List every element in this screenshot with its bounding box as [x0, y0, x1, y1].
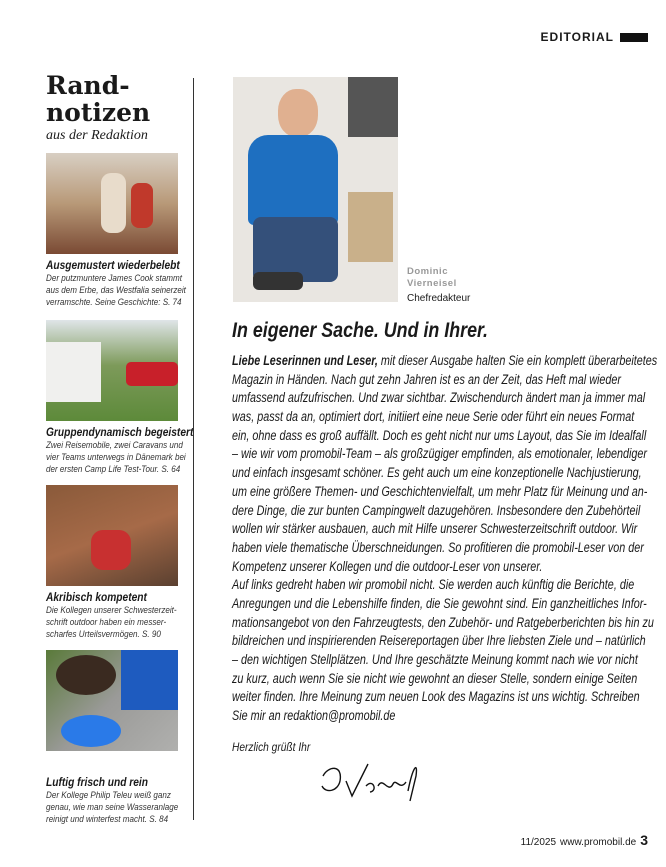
caption-text: scharfes Urteilsvermögen. S. 90: [46, 629, 161, 640]
caption-text: Die Kollegen unserer Schwesterzeit-: [46, 605, 177, 616]
sidebar-title-line: notizen: [46, 98, 151, 127]
body-line: [232, 464, 648, 483]
author-role: Chefredakteur: [407, 293, 471, 304]
body-line: [232, 632, 648, 651]
author-photo: [233, 77, 398, 302]
website: www.promobil.de: [560, 837, 637, 848]
caption-4: [46, 775, 186, 825]
caption-text: vier Teams unterwegs in Dänemark bei: [46, 452, 186, 463]
caption-title: Gruppendynamisch begeistert: [46, 425, 194, 439]
caption-text: Zwei Reisemobile, zwei Caravans und: [46, 440, 183, 451]
body-text: bildreichen und inspirierenden Reisereportagen über Ihre liebsten Ziele und – natürlich: [232, 633, 646, 649]
body-line: [232, 389, 648, 408]
body-text: – den wichtigen Stellplätzen. Und Ihre geschätzte Meinung kommt nach wie vor nicht: [232, 652, 638, 667]
caption-text: aus dem Erbe, das Westfalia seinerzeit: [46, 285, 186, 296]
author-first-name: Dominic: [407, 266, 448, 277]
body-text: mit dieser Ausgabe halten Sie ein komplett überarbeitetes: [377, 353, 658, 368]
caption-title: Ausgemustert wiederbelebt: [46, 258, 180, 272]
body-text: Kompetenz unserer Kollegen und die outdoor-Leser von unserer.: [232, 558, 543, 574]
body-text: haben viele thematische Überschneidungen. So profitieren die promobil-Leser von der: [232, 539, 644, 555]
body-text: zu kurz, auch wenn Sie sie nicht wie gewohnt an dieser Stelle, sondern einige Seiten: [232, 670, 638, 686]
caption-text: reinigt und winterfest macht. S. 84: [46, 814, 169, 825]
body-text: dere Dinge, die zur bunten Campingwelt dazugehören. Insbesondere den Zubehörteil: [232, 502, 641, 518]
thumb-outdoor-team: [46, 485, 178, 586]
body-text: umfassend aufzufrischen. Und zwar sichtbar. Zwischendurch ändert man ja immer mal: [232, 390, 646, 406]
salutation: Liebe Leserinnen und Leser,: [232, 353, 378, 368]
body-line: [232, 558, 648, 577]
caption-text: schrift outdoor haben ein messer-: [46, 617, 167, 628]
sidebar-title: [46, 72, 150, 126]
body-text: Magazin in Händen. Nach gut zehn Jahren ist es an der Zeit, das Heft mal wieder: [232, 371, 622, 387]
thumb-camp-group: [46, 320, 178, 421]
body-text: Auf links gedreht haben wir promobil nicht. Sie werden auch künftig die Berichte, die: [232, 577, 635, 593]
caption-title: Akribisch kompetent: [46, 590, 147, 604]
author-last-name: Vierneisel: [407, 278, 457, 289]
sidebar-title-line: Rand-: [46, 71, 130, 100]
caption-text: Der Kollege Philip Teleu weiß ganz: [46, 790, 171, 801]
body-text: mationsangebot von den Fahrzeugtests, den Zubehör- und Ratgeberberichten bis hin zu: [232, 614, 654, 630]
body-text: um eine größere Themen- und Geschichtenvielfalt, um mehr Platz für Meinung und an-: [232, 483, 648, 499]
body-line: [232, 595, 648, 614]
body-text: weiter finden. Ihre Meinung zum neuen Look des Magazins ist uns wichtig. Schreiben: [232, 689, 640, 705]
caption-text: der ersten Camp Life Test-Tour. S. 64: [46, 464, 181, 475]
body-line: [232, 614, 654, 633]
body-line: [232, 688, 648, 707]
body-line: [232, 707, 648, 726]
body-text: Sie mir an redaktion@promobil.de: [232, 708, 396, 724]
sidebar-subtitle: aus der Redaktion: [46, 128, 148, 143]
caption-1: [46, 258, 186, 308]
body-line: [232, 483, 648, 502]
signoff: Herzlich grüßt Ihr: [232, 740, 311, 754]
body-text: – wie wir vom promobil-Team – als großzügiger empfinden, als emotionaler, lebendiger: [232, 446, 648, 462]
caption-3: [46, 590, 186, 640]
section-bar: [620, 33, 648, 42]
thumb-water-system: [46, 650, 178, 751]
body-line: [232, 427, 648, 446]
body-text: wollen wir stärker ausbauen, auch mit Hilfe unserer Schwesterzeitschrift outdoor. Wir: [232, 521, 638, 537]
body-text: und einfach insgesamt schöner. Es geht auch um eine konzeptionelle Nachjustierung,: [232, 465, 642, 481]
issue: 11/2025: [520, 837, 557, 848]
page-number: 3: [640, 832, 648, 848]
body-line: [232, 670, 648, 689]
body-line: [232, 352, 658, 371]
thumb-camper-interior: [46, 153, 178, 254]
body-line: [232, 651, 648, 670]
body-line: [232, 502, 648, 521]
caption-text: verramschte. Seine Geschichte: S. 74: [46, 297, 182, 308]
column-divider: [193, 78, 194, 820]
body-line: [232, 408, 648, 427]
section-text: EDITORIAL: [540, 30, 614, 44]
body-line: [232, 520, 648, 539]
caption-title: Luftig frisch und rein: [46, 775, 148, 789]
signature: [318, 756, 423, 806]
author-name: [407, 266, 457, 290]
caption-text: Der putzmuntere James Cook stammt: [46, 273, 182, 284]
body-line: [232, 445, 648, 464]
body-line: [232, 371, 648, 390]
section-label: [541, 30, 648, 44]
article-headline: In eigener Sache. Und in Ihrer.: [232, 319, 488, 342]
body-text: Anregungen und die Lebenshilfe finden, die Sie gewohnt sind. Ein ganzheitliches Infor-: [232, 595, 647, 611]
body-text: was, passt da an, optimiert dort, initiiert eine neue Serie oder führt ein neues Format: [232, 409, 635, 425]
caption-2: [46, 425, 194, 475]
footer: [521, 832, 648, 848]
body-line: [232, 576, 648, 595]
body-line: [232, 539, 648, 558]
caption-text: genau, wie man seine Wasseranlage: [46, 802, 179, 813]
article-body: [232, 352, 666, 726]
body-text: ein, ohne dass es groß auffällt. Doch es geht nicht nur ums Layout, das Sie im Idealfall: [232, 427, 647, 443]
